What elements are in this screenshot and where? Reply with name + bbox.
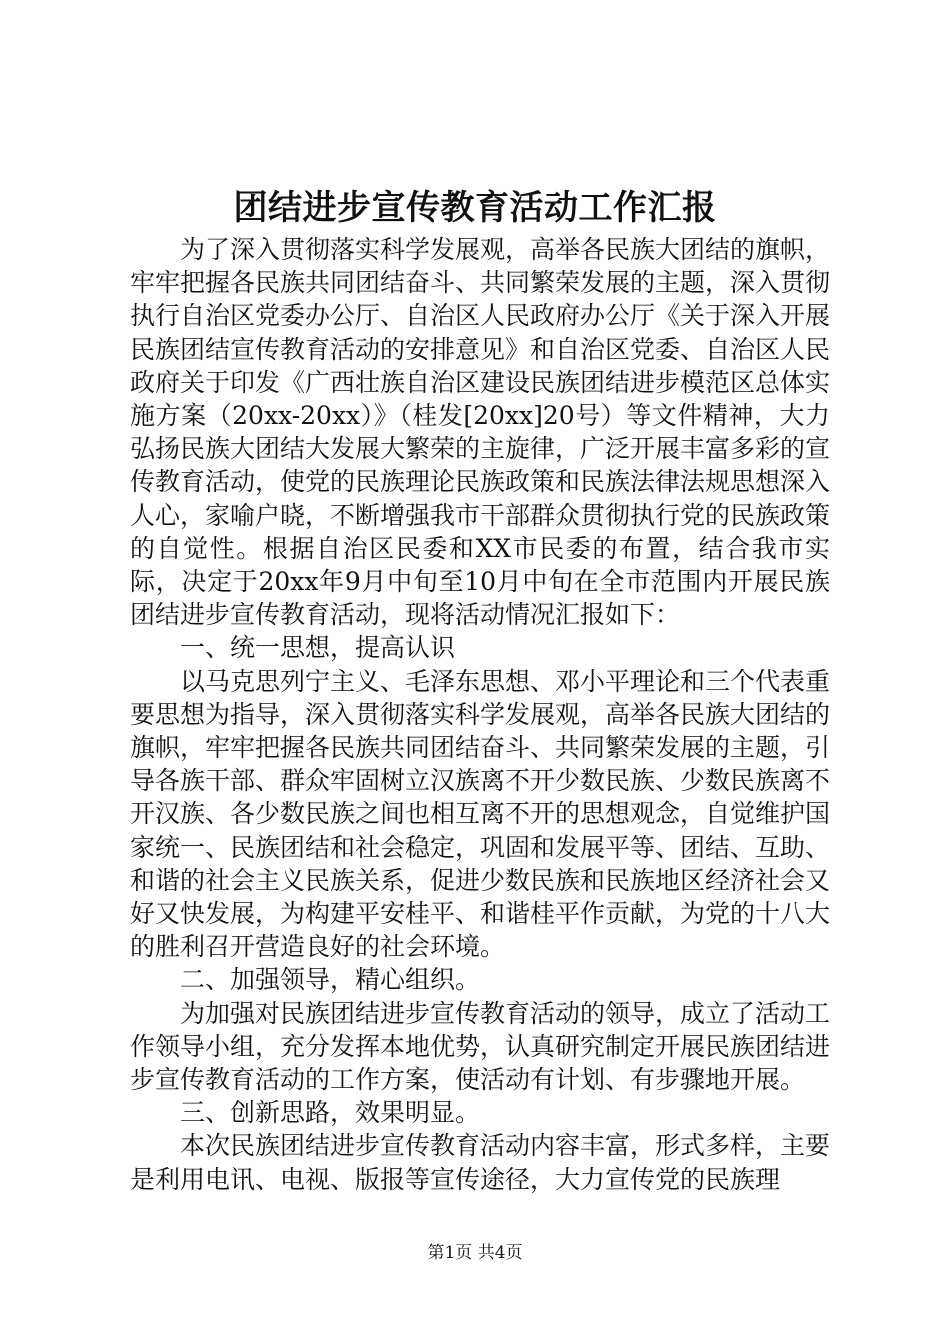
document-title: 团结进步宣传教育活动工作汇报: [233, 188, 717, 228]
document-body: [130, 233, 830, 1196]
paragraph-section-1: 以马克思列宁主义、毛泽东思想、邓小平理论和三个代表重要思想为指导，深入贯彻落实科学发展观，高举各民族大团结的旗帜，牢牢把握各民族共同团结奋斗、共同繁荣发展的主题，引导各族干部、群众牢固树立汉族离不开少数民族、少数民族离不开汉族、各少数民族之间也相互离不开的思想观念，自觉维护国家统一、民族团结和社会稳定，巩固和发展平等、团结、互助、和谐的社会主义民族关系，促进少数民族和民族地区经济社会又好又快发展，为构建平安桂平、和谐桂平作贡献，为党的十八大的胜利召开营造良好的社会环境。: [130, 666, 831, 962]
paragraph-section-3: 本次民族团结进步宣传教育活动内容丰富，形式多样，主要是利用电讯、电视、版报等宣传途径，大力宣传党的民族理: [130, 1131, 831, 1194]
page-number: 第1页 共4页: [427, 1243, 523, 1263]
paragraph-section-2: 为加强对民族团结进步宣传教育活动的领导，成立了活动工作领导小组，充分发挥本地优势，认真研究制定开展民族团结进步宣传教育活动的工作方案，使活动有计划、有步骤地开展。: [130, 998, 831, 1095]
section-heading-2: 二、加强领导，精心组织。: [180, 965, 481, 995]
section-heading-1: 一、统一思想，提高认识: [180, 633, 456, 663]
paragraph-intro: 为了深入贯彻落实科学发展观，高举各民族大团结的旗帜，牢牢把握各民族共同团结奋斗、共同繁荣发展的主题，深入贯彻执行自治区党委办公厅、自治区人民政府办公厅《关于深入开展民族团结宣传教育活动的安排意见》和自治区党委、自治区人民政府关于印发《广西壮族自治区建设民族团结进步模范区总体实施方案（20xx-20xx）》（桂发[20xx]20号）等文件精神，大力弘扬民族大团结大发展大繁荣的主旋律，广泛开展丰富多彩的宣传教育活动，使党的民族理论民族政策和民族法律法规思想深入人心，家喻户晓，不断增强我市干部群众贯彻执行党的民族政策的自觉性。根据自治区民委和XX市民委的布置，结合我市实际，决定于20xx年9月中旬至10月中旬在全市范围内开展民族团结进步宣传教育活动，现将活动情况汇报如下：: [130, 235, 831, 630]
section-heading-3: 三、创新思路，效果明显。: [180, 1098, 481, 1128]
